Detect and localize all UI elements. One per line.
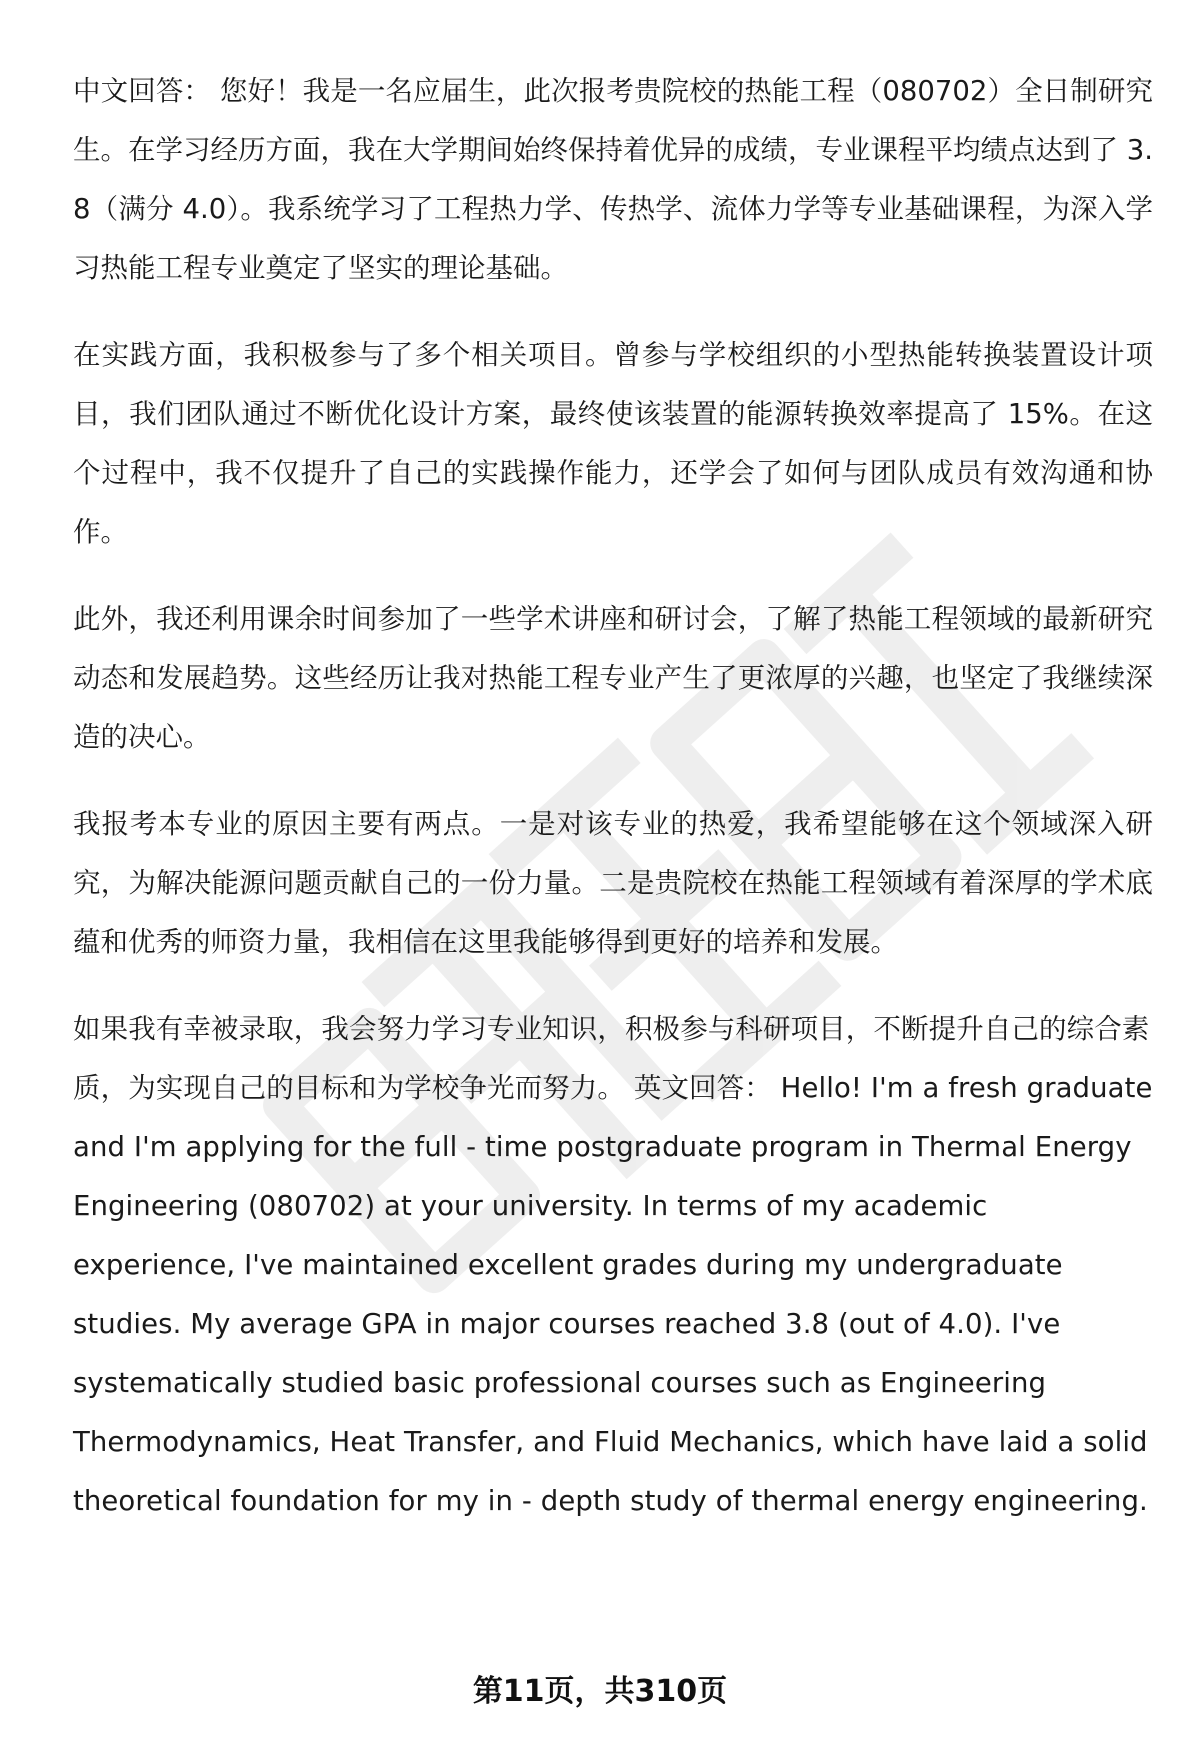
paragraph-chinese-activities: 此外，我还利用课余时间参加了一些学术讲座和研讨会，了解了热能工程领域的最新研究动态和发展趋势。这些经历让我对热能工程专业产生了更浓厚的兴趣，也坚定了我继续深造的决心。 bbox=[73, 603, 1153, 753]
paragraph-chinese-practice: 在实践方面，我积极参与了多个相关项目。曾参与学校组织的小型热能转换装置设计项目，我们团队通过不断优化设计方案，最终使该装置的能源转换效率提高了 15%。在这个过程中，我不仅提升了自己的实践操作能力，还学会了如何与团队成员有效沟通和协作。 bbox=[73, 339, 1153, 548]
english-answer-text: Hello! I'm a fresh graduate and I'm applying for the full - time postgraduate program in Thermal Energy Engineering (080702) at your university. In terms of my academic experience, I've maintained excellent grades during my undergraduate studies. My average GPA in major courses reached 3.8 (out of 4.0). I've systematically studied basic professional courses such as Engineering Thermodynamics, Heat Transfer, and Fluid Mechanics, which have laid a solid theoretical foundation for my in - depth study of thermal energy engineering. bbox=[73, 1072, 1153, 1517]
paragraph-closing-and-english bbox=[73, 1000, 1153, 1531]
closing-chinese-text: 如果我有幸被录取，我会努力学习专业知识，积极参与科研项目，不断提升自己的综合素质，为实现自己的目标和为学校争光而努力。 英文回答： bbox=[73, 1013, 1150, 1104]
paragraph-chinese-reasons: 我报考本专业的原因主要有两点。一是对该专业的热爱，我希望能够在这个领域深入研究，为解决能源问题贡献自己的一份力量。二是贵院校在热能工程领域有着深厚的学术底蕴和优秀的师资力量，我相信在这里我能够得到更好的培养和发展。 bbox=[73, 808, 1153, 958]
paragraph-chinese-intro: 中文回答： 您好！我是一名应届生，此次报考贵院校的热能工程（080702）全日制研究生。在学习经历方面，我在大学期间始终保持着优异的成绩，专业课程平均绩点达到了 3.8（满分 4.0）。我系统学习了工程热力学、传热学、流体力学等专业基础课程，为深入学习热能工程专业奠定了坚实的理论基础。 bbox=[73, 75, 1153, 284]
page-number-footer: 第11页，共310页 bbox=[472, 1674, 728, 1709]
document-body bbox=[73, 62, 1153, 1559]
